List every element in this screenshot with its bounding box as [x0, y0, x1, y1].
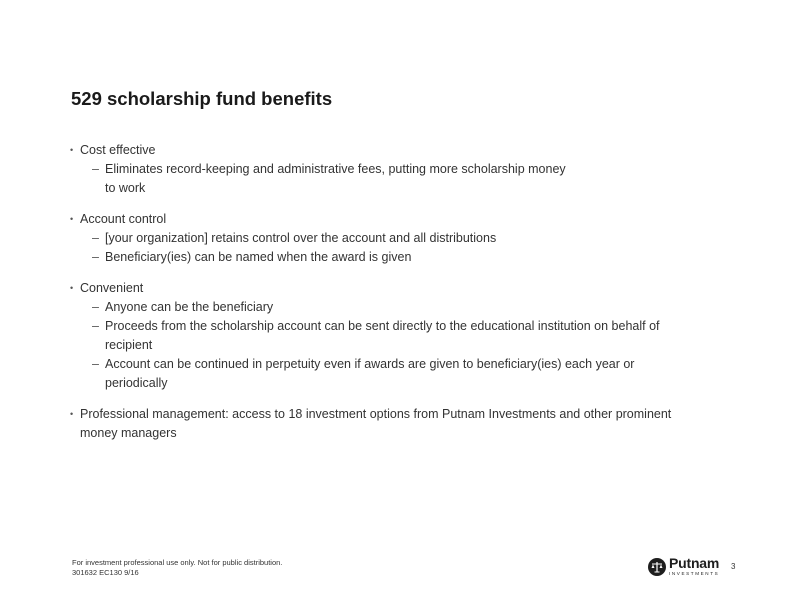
logo-subtitle: INVESTMENTS [669, 571, 720, 576]
bullet-professional-management [69, 405, 709, 443]
bullet-text: Account control [80, 212, 167, 226]
logo-wordmark: Putnam [669, 555, 720, 571]
bullet-text: Cost effective [80, 143, 156, 157]
bullet-text: Convenient [80, 281, 144, 295]
disclaimer-text: For investment professional use only. Not for public distribution. [72, 558, 283, 567]
bullet-account-control [69, 210, 709, 267]
sub-bullet: – Account can be continued in perpetuity even if awards are given to beneficiary(ies) each year or periodically [80, 355, 690, 393]
page-number: 3 [731, 562, 736, 571]
sub-bullet: – [your organization] retains control over the account and all distributions [80, 229, 709, 248]
slide-title: 529 scholarship fund benefits [71, 88, 333, 109]
sub-bullet: – Proceeds from the scholarship account can be sent directly to the educational institution on behalf of recipient [80, 317, 675, 355]
sub-bullet: – Anyone can be the beneficiary [80, 298, 709, 317]
bullet-text: • Professional management: access to 18 investment options from Putnam Investments and other prominent money managers [80, 407, 672, 440]
document-code: 301632 EC130 9/16 [72, 567, 139, 577]
bullet-convenient [69, 279, 709, 393]
sub-bullet: – Eliminates record-keeping and administrative fees, putting more scholarship money to work [80, 160, 575, 198]
putnam-emblem-icon [648, 558, 666, 576]
scales-icon [648, 558, 666, 576]
footer-note [72, 558, 282, 577]
putnam-logo [648, 556, 719, 577]
sub-bullet: – Beneficiary(ies) can be named when the award is given [80, 248, 709, 267]
bullet-list [69, 141, 709, 455]
bullet-cost-effective [69, 141, 709, 198]
